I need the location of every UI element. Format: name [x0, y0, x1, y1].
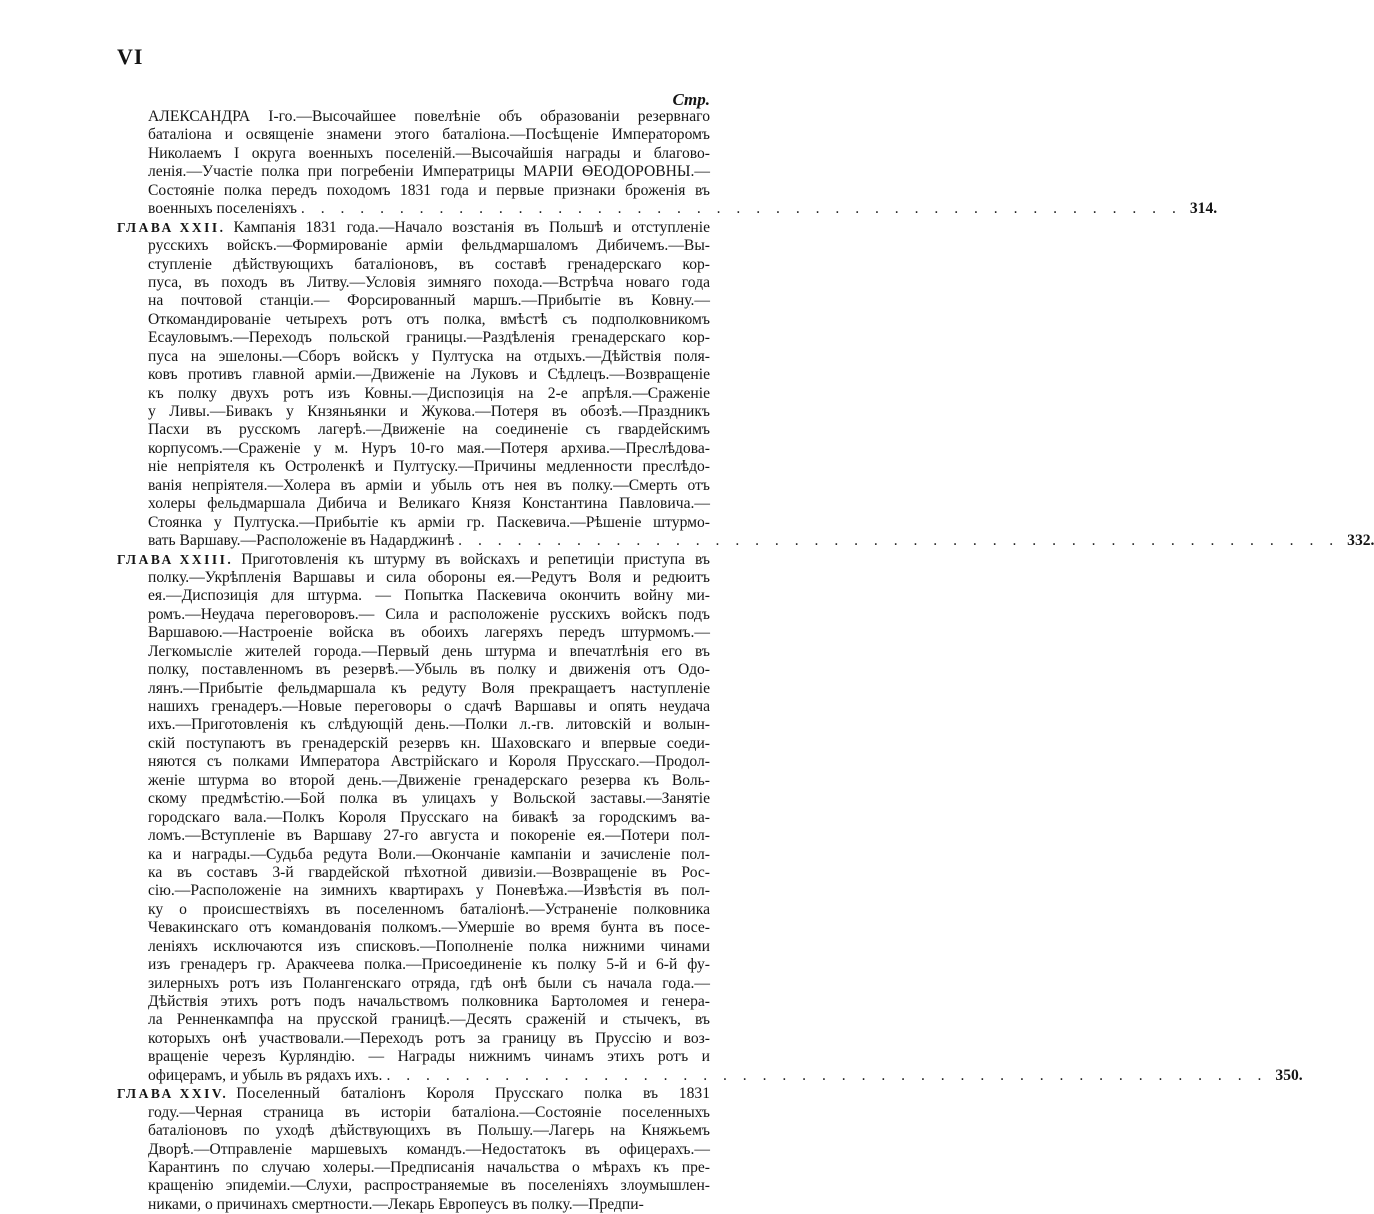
- toc-text: военныхъ поселеніяхъ: [148, 200, 297, 218]
- toc-line: [117, 772, 710, 790]
- toc-line: [117, 938, 710, 956]
- toc-text: Николаемъ I округа военныхъ поселеній.—Высочайшія награды и благово-: [148, 144, 710, 162]
- toc-text: ея.—Диспозиція для штурма. — Попытка Паскевича окончить войну ми-: [148, 587, 710, 605]
- toc-line: [117, 643, 710, 661]
- toc-text: няются съ полками Императора Австрійскаго и Короля Прусскаго.—Продол-: [148, 753, 710, 771]
- toc-line: [117, 716, 710, 734]
- toc-line: [117, 348, 710, 366]
- toc-text: ромъ.—Неудача переговоровъ.— Сила и расположеніе русскихъ войскъ подъ: [148, 605, 710, 623]
- toc-line: [117, 1030, 710, 1048]
- toc-text: у Ливы.—Бивакъ у Кнзяньянки и Жукова.—Потеря въ обозѣ.—Праздникъ: [148, 403, 710, 420]
- toc-text: Дворѣ.—Отправленіе маршевыхъ командъ.—Недостатокъ въ офицерахъ.—: [148, 1140, 710, 1158]
- toc-line: [117, 698, 710, 716]
- toc-line: [117, 421, 710, 439]
- toc-text: ленія.—Участіе полка при погребеніи Императрицы МАРІИ ѲЕОДОРОВНЫ.—: [148, 163, 710, 181]
- toc-text: полку, поставленномъ въ резервѣ.—Убыль въ полку и движенія отъ Одо-: [148, 661, 710, 679]
- toc-line: [117, 993, 710, 1011]
- toc-line: [117, 956, 710, 974]
- toc-text: никами, о причинахъ смертности.—Лекарь Европеусъ въ полку.—Предпи-: [148, 1195, 644, 1213]
- toc-line: [117, 532, 1374, 550]
- toc-line: [117, 126, 710, 144]
- toc-text: городскаго вала.—Полкъ Короля Прусскаго на бивакѣ за городскимъ ва-: [148, 808, 710, 826]
- toc-text: ку о происшествіяхъ въ поселенномъ баталіонѣ.—Устраненіе полковника: [148, 900, 710, 918]
- toc-text: нашихъ гренадеръ.—Новые переговоры о сдачѣ Варшавы и опять неудача: [148, 698, 710, 715]
- toc-text: ка и награды.—Судьба редута Воли.—Окончаніе кампаніи и зачисленіе пол-: [148, 845, 710, 863]
- toc-text: къ полку двухъ ротъ изъ Ковны.—Диспозиція на 2-е апрѣля.—Сраженіе: [148, 384, 710, 402]
- toc-text: офицерамъ, и убыль въ рядахъ ихъ.: [148, 1066, 383, 1084]
- toc-text: холеры фельдмаршала Дибича и Великаго Князя Константина Павловича.—: [148, 495, 710, 513]
- toc-line: [117, 1011, 710, 1029]
- toc-line: [117, 919, 710, 937]
- toc-text: Состояніе полка передъ походомъ 1831 года и первые признаки броженія въ: [148, 181, 710, 199]
- toc-text: леніяхъ исключаются изъ списковъ.—Пополненіе полка нижними чинами: [148, 937, 710, 955]
- toc-text: ковъ противъ главной арміи.—Движеніе на Луковъ и Сѣдлецъ.—Возвращеніе: [148, 366, 710, 384]
- toc-line: [117, 1066, 1303, 1085]
- toc-line: [117, 385, 710, 403]
- toc-line: [117, 182, 710, 200]
- toc-text: на почтовой станціи.— Форсированный маршъ.—Прибытіе въ Ковну.—: [148, 292, 710, 310]
- toc-line: [117, 864, 710, 882]
- toc-text: АЛЕКСАНДРА I-го.—Высочайшее повелѣніе объ образованіи резервнаго: [148, 108, 710, 125]
- toc-line: [117, 1141, 710, 1159]
- toc-line: [117, 624, 710, 642]
- chapter-heading: ГЛАВА XXIV.: [117, 1086, 229, 1102]
- toc-line: [117, 403, 710, 421]
- toc-text: году.—Черная страница въ исторіи баталіона.—Состояніе поселенныхъ: [148, 1103, 710, 1121]
- toc-line: [117, 495, 710, 513]
- toc-text: Стоянка у Пултуска.—Прибытіе къ арміи гр. Паскевича.—Рѣшеніе штурмо-: [148, 513, 710, 531]
- toc-line: [117, 753, 710, 771]
- toc-line: [117, 145, 710, 163]
- toc-text: ванія непріятеля.—Холера въ арміи и убыль отъ нея въ полку.—Смерть отъ: [148, 476, 710, 494]
- toc-line: [117, 256, 710, 274]
- toc-text: пуса, въ походъ въ Литву.—Условія зимняго похода.—Встрѣча новаго года: [148, 273, 710, 291]
- toc-text: пуса на эшелоны.—Сборъ войскъ у Пултуска на отдыхъ.—Дѣйствія поля-: [148, 347, 710, 365]
- toc-text: Поселенный баталіонъ Короля Прусскаго полка въ 1831: [236, 1085, 710, 1103]
- toc-line: [117, 458, 710, 476]
- toc-text: Дѣйствія этихъ ротъ подъ начальствомъ полковника Бартоломея и генера-: [148, 993, 710, 1010]
- toc-text: полку.—Укрѣпленія Варшавы и сила обороны ея.—Редутъ Воля и редюитъ: [148, 568, 710, 586]
- page-reference: 314.: [1189, 200, 1218, 218]
- toc-text: баталіоновъ по уходѣ дѣйствующихъ въ Польшу.—Лагерь на Княжьемъ: [148, 1122, 710, 1140]
- page-reference: 350.: [1275, 1066, 1303, 1084]
- toc-text: скому предмѣстію.—Бой полка въ улицахъ у Вольской заставы.—Занятіе: [148, 790, 710, 808]
- toc-text: Карантинъ по случаю холеры.—Предписанія начальства о мѣрахъ къ пре-: [148, 1158, 710, 1176]
- toc-line: [117, 1177, 710, 1195]
- toc-line: [117, 680, 710, 698]
- toc-text: баталіона и освященіе знамени этого баталіона.—Посѣщеніе Императоромъ: [148, 126, 710, 144]
- toc-line: [117, 587, 710, 605]
- toc-line: [117, 882, 710, 900]
- toc-line: [117, 569, 710, 587]
- toc-text: Приготовленія къ штурму въ войскахъ и репетиціи приступа въ: [241, 550, 710, 568]
- toc-text: ихъ.—Приготовленія къ слѣдующій день.—Полки л.-гв. литовскій и волын-: [148, 716, 710, 734]
- toc-line: [117, 108, 710, 126]
- chapter-heading: ГЛАВА XXII.: [117, 219, 226, 235]
- toc-line: [117, 846, 710, 864]
- toc-text: ка въ составъ 3-й гвардейской пѣхотной дивизіи.—Возвращеніе въ Рос-: [148, 863, 710, 881]
- toc-line: [117, 514, 710, 532]
- toc-line: [117, 809, 710, 827]
- toc-line: [117, 1122, 710, 1140]
- page-reference: 332.: [1347, 532, 1374, 550]
- toc-text: Варшавою.—Настроеніе войска въ обоихъ лагеряхъ передъ штурмомъ.—: [148, 624, 710, 642]
- toc-line: [117, 1104, 710, 1122]
- toc-line: [117, 237, 710, 255]
- toc-text: Откомандированіе четырехъ ротъ отъ полка, вмѣстѣ съ подполковникомъ: [148, 310, 710, 328]
- toc-line: [117, 366, 710, 384]
- toc-text: Легкомысліе жителей города.—Первый день штурма и впечатлѣнія его въ: [148, 642, 710, 660]
- toc-line: [117, 735, 710, 753]
- toc-line: [117, 975, 710, 993]
- page-column-label: Стр.: [672, 90, 710, 109]
- toc-line: [117, 551, 710, 569]
- toc-line: [117, 1159, 710, 1177]
- toc-text: скій поступаютъ въ гренадерскій резервъ кн. Шаховскаго и впервые соеди-: [148, 734, 710, 752]
- toc-line: [117, 292, 710, 310]
- toc-text: которыхъ онѣ участвовали.—Переходъ ротъ за границу въ Пруссію и воз-: [148, 1029, 710, 1047]
- toc-text: вращеніе черезъ Курляндію. — Награды нижнимъ чинамъ этихъ ротъ и: [148, 1048, 710, 1066]
- toc-line: [117, 1048, 710, 1066]
- toc-line: [117, 440, 710, 458]
- toc-text: вать Варшаву.—Расположеніе въ Надарджинѣ: [148, 532, 455, 550]
- leader-dots: . . . . . . . . . . . . . . . . . . . . . . . . . . . . . . . . . . . . . . . . . . . . .: [300, 200, 1182, 218]
- toc-line: [117, 477, 710, 495]
- toc-text: ступленіе дѣйствующихъ баталіоновъ, въ составѣ гренадерскаго кор-: [148, 255, 710, 273]
- toc-line: [117, 901, 710, 919]
- chapter-heading: ГЛАВА XXIII.: [117, 551, 234, 567]
- toc-line: [117, 311, 710, 329]
- toc-text: русскихъ войскъ.—Формированіе арміи фельдмаршаломъ Дибичемъ.—Вы-: [148, 237, 710, 255]
- toc-text: Есауловымъ.—Переходъ польской границы.—Раздѣленія гренадерскаго кор-: [148, 329, 710, 347]
- toc-line: [117, 219, 710, 237]
- toc-line: [117, 661, 710, 679]
- toc-text: ла Ренненкампфа на прусской границѣ.—Десять сраженій и стычекъ, въ: [148, 1011, 710, 1029]
- toc-line: [117, 163, 710, 181]
- toc-text: изъ гренадеръ гр. Аракчеева полка.—Присоединеніе къ полку 5-й и 6-й фу-: [148, 956, 710, 974]
- toc-line: [117, 790, 710, 808]
- toc-text: кращенію эпидеміи.—Слухи, распространяемые въ поселеніяхъ злоумышлен-: [148, 1177, 710, 1195]
- toc-text: ніе непріятеля къ Остроленкѣ и Пултуску.—Причины медленности преслѣдо-: [148, 458, 710, 476]
- page-number: VI: [117, 44, 144, 69]
- toc-line: [117, 606, 710, 624]
- toc-line: [117, 329, 710, 347]
- toc-text: лянъ.—Прибытіе фельдмаршала къ редуту Воля прекращаетъ наступленіе: [148, 679, 710, 697]
- leader-dots: . . . . . . . . . . . . . . . . . . . . . . . . . . . . . . . . . . . . . . . . . . . . .: [386, 1066, 1268, 1084]
- toc-text: Пасхи въ русскомъ лагерѣ.—Движеніе на соединеніе съ гвардейскимъ: [148, 421, 710, 439]
- toc-text: Кампанія 1831 года.—Начало возстанія въ Польшѣ и отступленіе: [233, 218, 710, 236]
- toc-text: сію.—Расположеніе на зимнихъ квартирахъ у Поневѣжа.—Извѣстія въ пол-: [148, 882, 710, 900]
- toc-text: корпусомъ.—Сраженіе у м. Нуръ 10-го мая.—Потеря архива.—Преслѣдова-: [148, 439, 710, 457]
- toc-text: ломъ.—Вступленіе въ Варшаву 27-го августа и покореніе ея.—Потери пол-: [148, 827, 710, 845]
- leader-dots: . . . . . . . . . . . . . . . . . . . . . . . . . . . . . . . . . . . . . . . . . . . . .: [458, 532, 1340, 550]
- toc-text: женіе штурма во второй день.—Движеніе гренадерскаго резерва къ Воль-: [148, 771, 710, 789]
- toc-line: [117, 1085, 710, 1103]
- toc-line: [117, 274, 710, 292]
- toc-line: [117, 200, 1218, 218]
- toc-line: [117, 1196, 710, 1214]
- toc-text: Чевакинскаго отъ командованія полкомъ.—Умершіе во время бунта въ посе-: [148, 919, 710, 937]
- toc-line: [117, 827, 710, 845]
- table-of-contents: [117, 108, 1374, 1214]
- toc-text: зилерныхъ ротъ изъ Полангенскаго отряда, гдѣ онѣ были съ начала года.—: [148, 974, 710, 992]
